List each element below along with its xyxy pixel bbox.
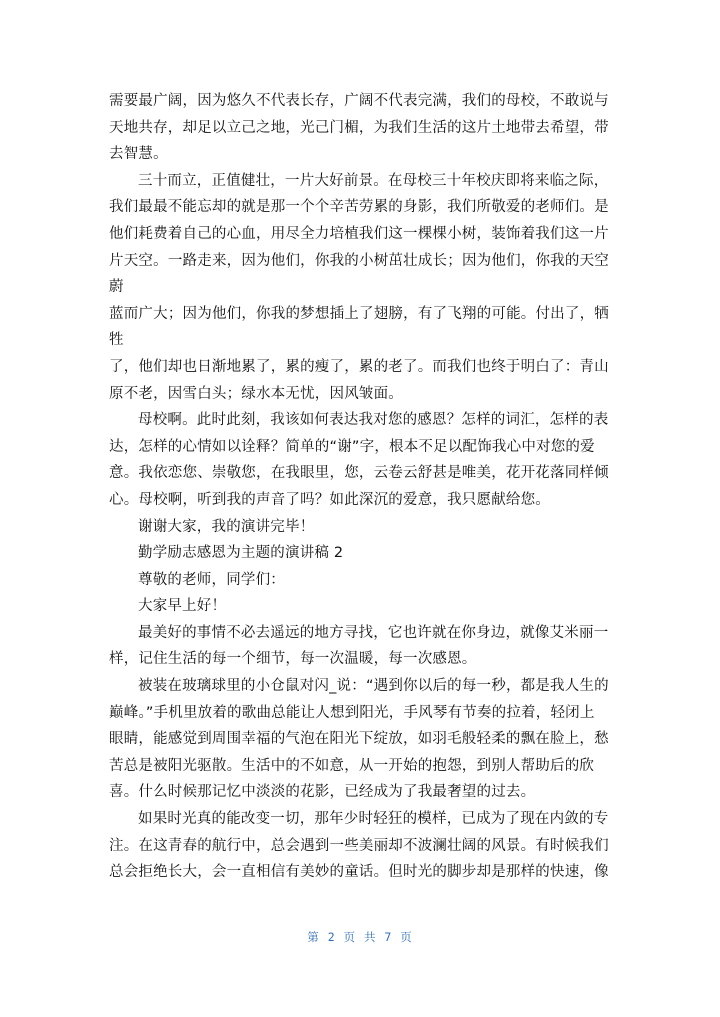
- paragraph: 需要最广阔，因为悠久不代表长存，广阔不代表完满，我们的母校，不敢说与 天地共存，却足以立己之地，光己门楣，为我们生活的这片土地带去希望，带 去智慧。: [109, 93, 609, 163]
- section-title: 勤学励志感恩为主题的演讲稿 2: [138, 545, 344, 562]
- greeting: 大家早上好！: [138, 598, 227, 615]
- paragraph: 三十而立，正值健壮，一片大好前景。在母校三十年校庆即将来临之际， 我们最最不能忘却的就是那一个个辛苦劳累的身影，我们所敬爱的老师们。是 他们耗费着自己的心血，用尽全力培植我们这一棵棵小树，装饰着我们这一片 片天空。一路走来，因为他们，你我的小树茁壮成长；因为他们，你我的天空蔚 蓝而广大；因为他们，你我的梦想插上了翅膀，有了飞翔的可能。付出了，牺牲 了，他们却也日渐地累了，累的瘦了，累的老了。而我们也终于明白了：青山 原不老，因雪白头；绿水本无忧，因风皱面。: [109, 172, 609, 402]
- paragraph: 母校啊。此时此刻，我该如何表达我对您的感恩？怎样的词汇，怎样的表 达，怎样的心情如以诠释？简单的“谢”字，根本不足以配饰我心中对您的爱 意。我依恋您、崇敬您，在我眼里，您，云卷云舒甚是唯美，花开花落同样倾 心。母校啊，听到我的声音了吗？如此深沉的爱意，我只愿献给您。: [109, 412, 609, 508]
- page-number-label: 第 2 页 共 7 页: [307, 930, 413, 944]
- closing-line: 谢谢大家，我的演讲完毕！: [138, 518, 315, 535]
- salutation: 尊敬的老师，同学们：: [138, 571, 285, 588]
- paragraph: 如果时光真的能改变一切，那年少时轻狂的模样，已成为了现在内敛的专 注。在这青春的航行中，总会遇到一些美丽却不波澜壮阔的风景。有时候我们 总会拒绝长大，会一直相信有美妙的童话。但时光的脚步却是那样的快速，像: [109, 811, 609, 881]
- document-body: [109, 88, 609, 886]
- paragraph: 最美好的事情不必去遥远的地方寻找，它也许就在你身边，就像艾米丽一 样，记住生活的每一个细节，每一次温暖，每一次感恩。: [109, 624, 609, 668]
- paragraph: 被装在玻璃球里的小仓鼠对闪_说：“遇到你以后的每一秒，都是我人生的 巅峰。”手机里放着的歌曲总能让人想到阳光，手风琴有节奏的拉着，轻闭上 眼睛，能感觉到周围幸福的气泡在阳光下绽放，如羽毛般轻柔的飘在脸上，愁 苦总是被阳光驱散。生活中的不如意，从一开始的抱怨，到别人帮助后的欣 喜。什么时候那记忆中淡淡的花影，已经成为了我最奢望的过去。: [109, 678, 609, 801]
- page-footer: [0, 929, 720, 945]
